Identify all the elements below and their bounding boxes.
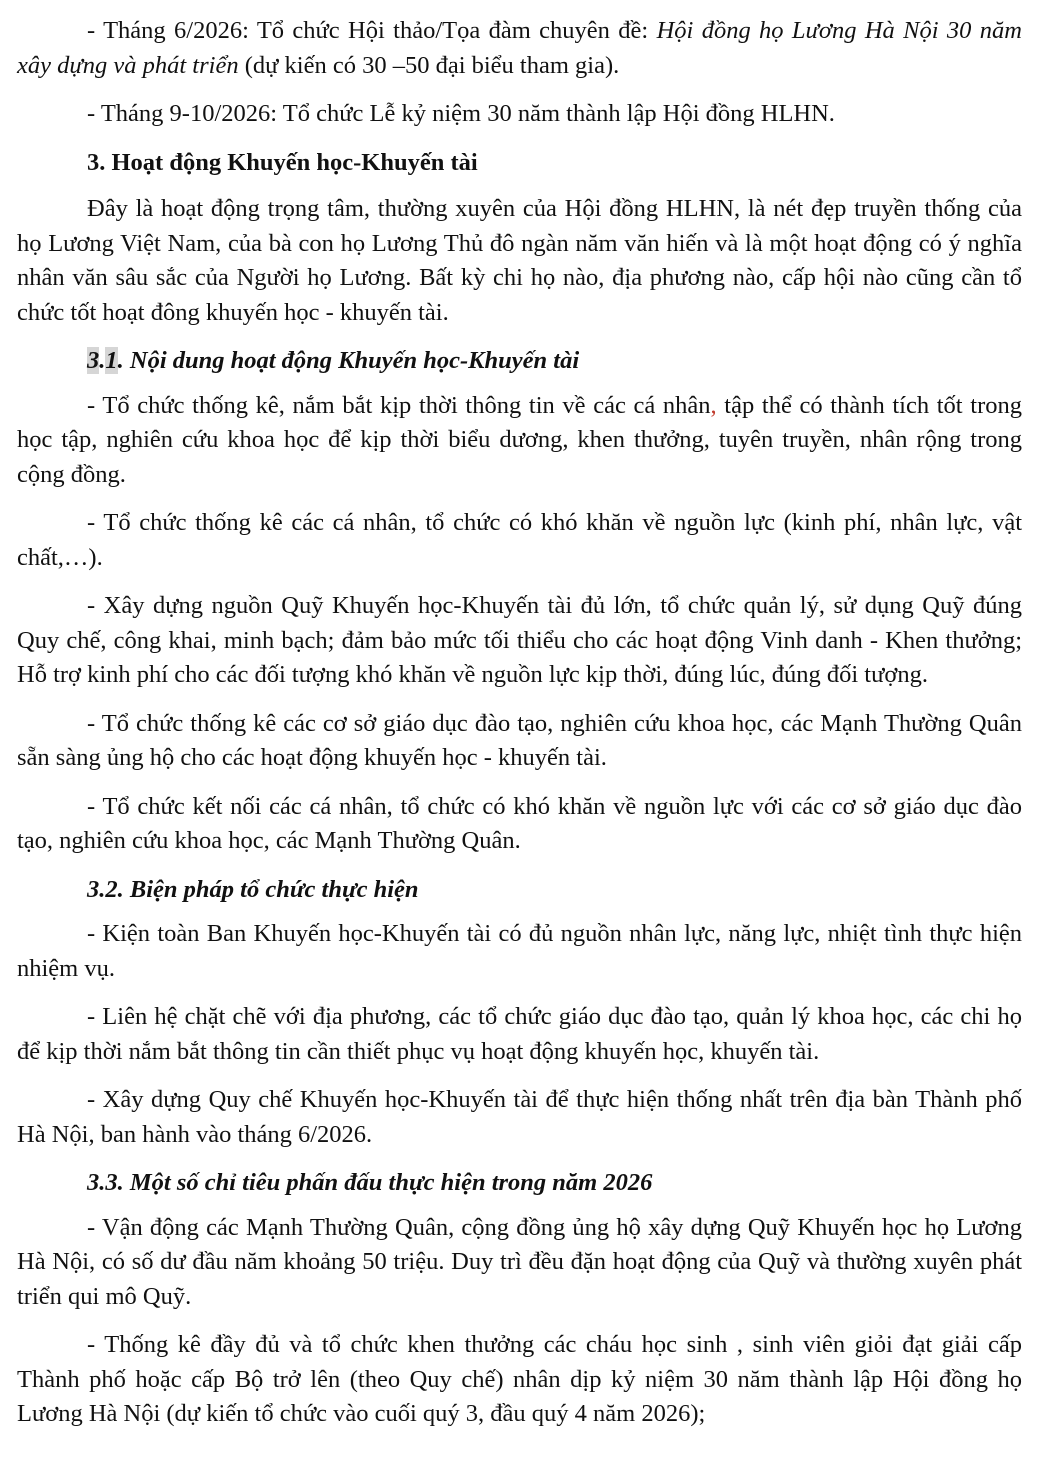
intro-item-workshop-suffix: (dự kiến có 30 –50 đại biểu tham gia).: [238, 51, 620, 79]
intro-item-workshop: [17, 14, 1022, 83]
section-3-1-bullet: - Tổ chức kết nối các cá nhân, tổ chức có khó khăn về nguồn lực với các cơ sở giáo dục đào tạo, nghiên cứu khoa học, các Mạnh Thường Quân.: [17, 792, 1022, 854]
red-comma-mark: ,: [710, 391, 717, 419]
section-3-1-heading-text: . Nội dung hoạt động Khuyến học-Khuyến tài: [117, 347, 580, 374]
section-3-2-bullet: - Xây dựng Quy chế Khuyến học-Khuyến tài để thực hiện thống nhất trên địa bàn Thành phố Hà Nội, ban hành vào tháng 6/2026.: [17, 1086, 1022, 1148]
section-3-intro: Đây là hoạt động trọng tâm, thường xuyên của Hội đồng HLHN, là nét đẹp truyền thống của họ Lương Việt Nam, của bà con họ Lương Thủ đô ngàn năm văn hiến và là một hoạt động có ý nghĩa nhân văn sâu sắc của Người họ Lương. Bất kỳ chi họ nào, địa phương nào, cấp hội nào cũng cần tổ chức tốt hoạt đông khuyến học - khuyến tài.: [17, 195, 1022, 326]
bullet-text: - Tổ chức thống kê, nắm bắt kịp thời thông tin về các cá nhân: [87, 391, 711, 419]
highlight-mark: 1: [105, 347, 118, 374]
intro-item-anniversary: - Tháng 9-10/2026: Tổ chức Lễ kỷ niệm 30 năm thành lập Hội đồng HLHN.: [87, 100, 835, 127]
intro-item-workshop-prefix: - Tháng 6/2026: Tổ chức Hội thảo/Tọa đàm chuyên đề:: [87, 17, 657, 44]
heading-dot: .: [99, 347, 106, 374]
highlight-mark: 3: [87, 347, 100, 374]
section-3-3-bullet: - Vận động các Mạnh Thường Quân, cộng đồng ủng hộ xây dựng Quỹ Khuyến học họ Lương Hà Nội, có số dư đầu năm khoảng 50 triệu. Duy trì đều đặn hoạt động của Quỹ và thường xuyên phát triển qui mô Quỹ.: [17, 1213, 1022, 1310]
workshop-topic: Hội đồng họ Lương Hà Nội 30 năm xây dựng và phát triển: [17, 17, 1022, 79]
section-3-1-bullet: [17, 389, 1022, 493]
document-body: [17, 14, 1022, 1446]
section-3-2-bullet: - Kiện toàn Ban Khuyến học-Khuyến tài có đủ nguồn nhân lực, năng lực, nhiệt tình thực hiện nhiệm vụ.: [17, 920, 1022, 982]
section-3-2-heading: 3.2. Biện pháp tổ chức thực hiện: [87, 875, 419, 903]
bullet-text: tập thể có thành tích tốt trong học tập, nghiên cứu khoa học để kịp thời biểu dương, khen thưởng, tuyên truyền, nhân rộng trong cộng đồng.: [17, 391, 1022, 488]
section-3-heading: 3. Hoạt động Khuyến học-Khuyến tài: [87, 148, 478, 176]
section-3-2-bullet: - Liên hệ chặt chẽ với địa phương, các tổ chức giáo dục đào tạo, quản lý khoa học, các chi họ để kịp thời nắm bắt thông tin cần thiết phục vụ hoạt động khuyến học, khuyến tài.: [17, 1003, 1022, 1065]
section-3-1-bullet: - Xây dựng nguồn Quỹ Khuyến học-Khuyến tài đủ lớn, tổ chức quản lý, sử dụng Quỹ đúng Quy chế, công khai, minh bạch; đảm bảo mức tối thiểu cho các hoạt động Vinh danh - Khen thưởng; Hỗ trợ kinh phí cho các đối tượng khó khăn về nguồn lực kịp thời, đúng lúc, đúng đối tượng.: [17, 592, 1022, 688]
section-3-1-bullet: - Tổ chức thống kê các cơ sở giáo dục đào tạo, nghiên cứu khoa học, các Mạnh Thường Quân sẵn sàng ủng hộ cho các hoạt động khuyến học - khuyến tài.: [17, 709, 1022, 771]
section-3-3-heading: 3.3. Một số chỉ tiêu phấn đấu thực hiện trong năm 2026: [87, 1169, 653, 1196]
section-3-3-bullet: - Thống kê đầy đủ và tổ chức khen thưởng các cháu học sinh , sinh viên giỏi đạt giải cấp Thành phố hoặc cấp Bộ trở lên (theo Quy chế) nhân dịp kỷ niệm 30 năm thành lập Hội đồng họ Lương Hà Nội (dự kiến tổ chức vào cuối quý 3, đầu quý 4 năm 2026);: [17, 1331, 1022, 1427]
section-3-1-heading: [17, 344, 1022, 379]
section-3-1-bullet: - Tổ chức thống kê các cá nhân, tổ chức có khó khăn về nguồn lực (kinh phí, nhân lực, vật chất,…).: [17, 509, 1022, 571]
